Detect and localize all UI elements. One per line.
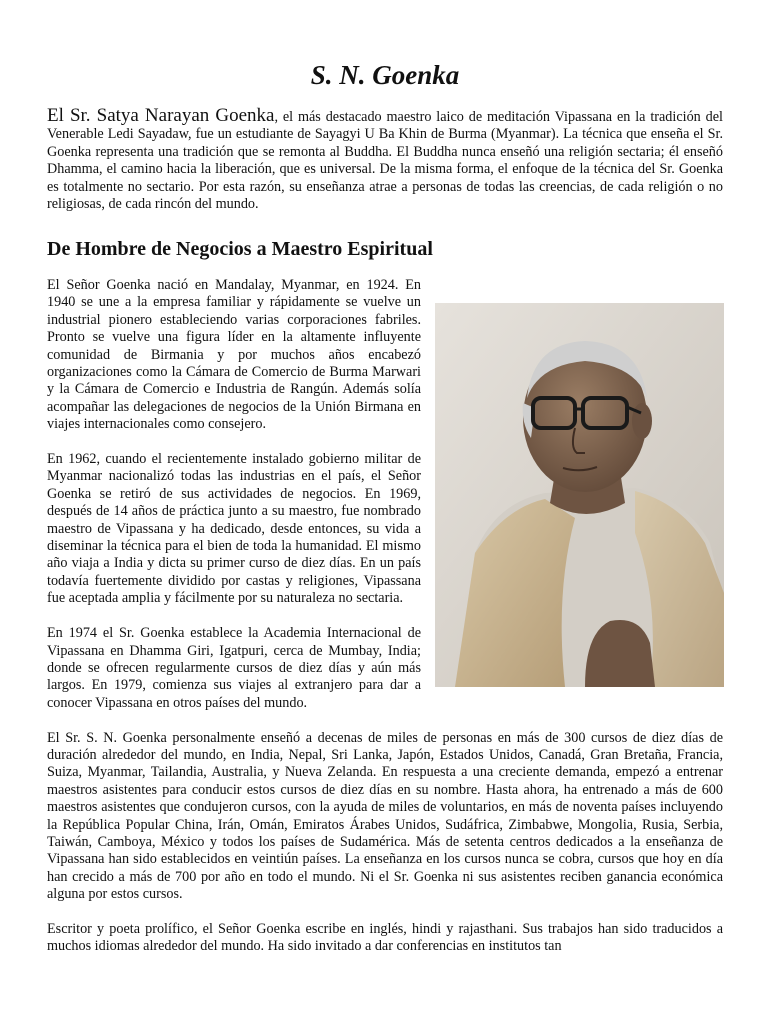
intro-text: , el más destacado maestro laico de meditación Vipassana en la tradición del Venerable Ledi Sayadaw, fue un estudiante de Sayagyi U Ba Khin de Burma (Myanmar). La técnica que enseña el Sr. Goenka representa una tradición que se remonta al Buddha. El Buddha nunca enseñó una religión sectaria; él enseñó Dhamma, el camino hacia la liberación, que es universal. De la misma forma, el enfoque de la técnica del Sr. Goenka es totalmente no sectario. Por esta razón, su enseñanza atrae a personas de todas las creencias, de cada religión o no religiosas, de cada rincón del mundo.: [47, 109, 723, 213]
intro-lead: El Sr. Satya Narayan Goenka: [47, 105, 275, 126]
section-heading: De Hombre de Negocios a Maestro Espiritual: [47, 238, 433, 260]
goenka-portrait-photo: [435, 303, 724, 687]
paragraph-3: En 1974 el Sr. Goenka establece la Academia Internacional de Vipassana en Dhamma Giri, Igatpuri, cerca de Mumbay, India; donde se ofrecen regularmente cursos de diez días y aún más largos. En 1979, comienza sus viajes al extranjero para dar a conocer Vipassana en otros países del mundo.: [47, 625, 421, 711]
paragraph-1: El Señor Goenka nació en Mandalay, Myanmar, en 1924. En 1940 se une a la empresa familiar y rápidamente se vuelve un industrial pionero estableciendo varias corporaciones fabriles. Pronto se vuelve una figura líder en la altamente influyente comunidad de Birmania y por muchos años encabezó organizaciones como la Cámara de Comercio de Burma Marwari y la Cámara de Comercio e Industria de Rangún. Además solía acompañar las delegaciones de negocios de la Unión Birmana en viajes internacionales como consejero.: [47, 277, 421, 433]
portrait-illustration: [435, 303, 724, 687]
body-text: [47, 277, 723, 973]
paragraph-2: En 1962, cuando el recientemente instalado gobierno militar de Myanmar nacionalizó todas las industrias en el país, el Señor Goenka se retiró de sus actividades de negocios. En 1969, después de 14 años de práctica junto a su maestro, fue nombrado maestro de Vipassana y ha dedicado, desde entonces, su vida a diseminar la técnica para el bien de toda la humanidad. El mismo año viaja a India y dicta su primer curso de diez días. En un país todavía fuertemente dividido por castas y religiones, Vipassana fue aceptada amplia y fácilmente por su naturaleza no sectaria.: [47, 451, 421, 607]
intro-paragraph: [47, 107, 723, 213]
paragraph-5: Escritor y poeta prolífico, el Señor Goenka escribe en inglés, hindi y rajasthani. Sus trabajos han sido traducidos a muchos idiomas alrededor del mundo. Ha sido invitado a dar conferencias en institutos tan: [47, 920, 723, 955]
page-title: S. N. Goenka: [310, 60, 460, 90]
paragraph-4: El Sr. S. N. Goenka personalmente enseñó a decenas de miles de personas en más de 300 cursos de diez días de duración alrededor del mundo, en India, Nepal, Sri Lanka, Japón, Estados Unidos, Canadá, Gran Bretaña, Francia, Suiza, Myanmar, Tailandia, Australia, y Nueva Zelanda. En respuesta a una creciente demanda, empezó a entrenar maestros asistentes para conducir estos cursos de diez días en su nombre. Hasta ahora, ha entrenado a más de 600 maestros asistentes que condujeron cursos, con la ayuda de miles de voluntarios, en más de noventa países incluyendo la República Popular China, Irán, Omán, Emiratos Árabes Unidos, Sudáfrica, Zimbabwe, Mongolia, Rusia, Serbia, Taiwán, Camboya, México y todos los países de Sudamérica. Más de setenta centros dedicados a la enseñanza de Vipassana han sido establecidos en veintiún países. La enseñanza en los cursos nunca se cobra, cursos que hoy en día han crecido a más de 700 por año en todo el mundo. Ni el Sr. Goenka ni sus asistentes reciben ganancia económica alguna por estos cursos.: [47, 729, 723, 903]
